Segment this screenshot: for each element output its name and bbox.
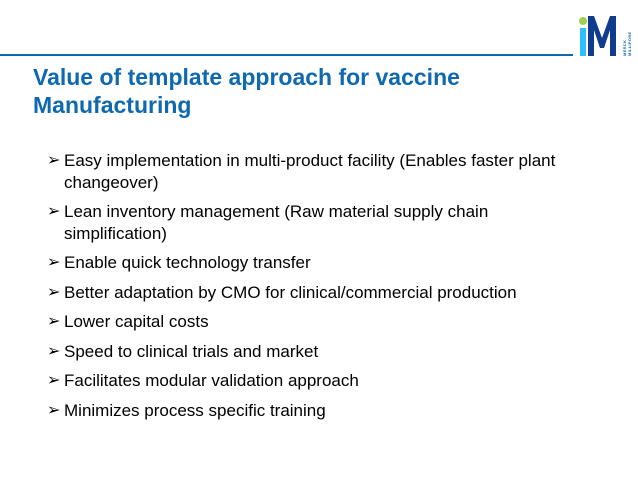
slide-title: Value of template approach for vaccine Manufacturing bbox=[33, 64, 460, 118]
bullet-text: Speed to clinical trials and market bbox=[64, 341, 319, 361]
bullet-text: Lean inventory management (Raw material supply chain simplification) bbox=[64, 202, 489, 243]
bullet-item bbox=[33, 282, 593, 304]
logo-m-letter bbox=[588, 16, 616, 56]
arrowhead-bullet-icon: ➢ bbox=[47, 254, 61, 271]
arrowhead-bullet-icon: ➢ bbox=[47, 372, 61, 389]
arrowhead-bullet-icon: ➢ bbox=[47, 313, 61, 330]
bullet-item bbox=[33, 150, 593, 193]
bullet-list bbox=[33, 150, 593, 429]
logo-subtext: MERCK MILLIPORE bbox=[622, 31, 632, 56]
bullet-item bbox=[33, 311, 593, 333]
arrowhead-bullet-icon: ➢ bbox=[47, 283, 61, 301]
logo-mark bbox=[578, 12, 622, 58]
logo-i-dot bbox=[579, 17, 587, 25]
logo-i-stem bbox=[580, 28, 586, 56]
bullet-text: Lower capital costs bbox=[64, 312, 209, 331]
bullet-item bbox=[33, 370, 593, 392]
arrowhead-bullet-icon: ➢ bbox=[47, 401, 61, 419]
header-divider bbox=[0, 54, 573, 56]
bullet-item bbox=[33, 400, 593, 422]
arrowhead-bullet-icon: ➢ bbox=[47, 342, 61, 360]
bullet-text: Easy implementation in multi-product facility (Enables faster plant changeover) bbox=[64, 151, 556, 192]
bullet-text: Minimizes process specific training bbox=[64, 400, 326, 420]
arrowhead-bullet-icon: ➢ bbox=[47, 203, 61, 220]
bullet-item bbox=[33, 252, 593, 274]
bullet-text: Facilitates modular validation approach bbox=[64, 371, 359, 390]
bullet-item bbox=[33, 341, 593, 363]
bullet-text: Enable quick technology transfer bbox=[64, 253, 311, 272]
bullet-item bbox=[33, 201, 593, 244]
arrowhead-bullet-icon: ➢ bbox=[47, 152, 61, 169]
bullet-text: Better adaptation by CMO for clinical/commercial production bbox=[64, 282, 517, 302]
